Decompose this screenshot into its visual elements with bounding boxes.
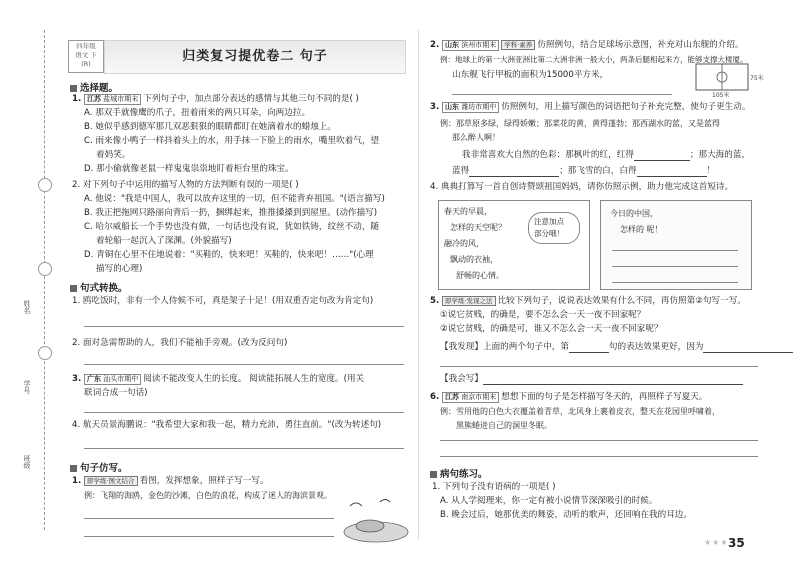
r6-example-cont: 黑熊蜷进自己的洞里冬眠。 <box>456 421 552 430</box>
poem-answer-blank[interactable] <box>612 250 738 251</box>
t3-question-cont: 联词合成一句话) <box>84 388 148 398</box>
source-badge: 山东 潍坊市期中 <box>442 102 499 113</box>
q1-option-d[interactable]: D. 那小偷就像老鼠一样鬼鬼祟祟地盯着柜台里的珠宝。 <box>84 164 294 174</box>
r5-answer-line[interactable] <box>440 366 758 367</box>
q1-option-b[interactable]: B. 她似乎感到德军那几双恶狠狠的眼睛都盯在她滴着水的蜡烛上。 <box>84 122 336 132</box>
b1-option-b[interactable]: B. 晚会过后，她那优美的舞姿，动听的歌声，还回响在我的耳边。 <box>440 510 692 520</box>
football-field-diagram <box>692 60 764 99</box>
section-imitate-heading: 句子仿写。 <box>70 460 128 474</box>
binding-hole <box>38 178 52 192</box>
t3-answer-line[interactable] <box>84 412 404 413</box>
page-number: 35 <box>728 536 745 550</box>
poem-line: 舒畅的心情。 <box>456 271 504 280</box>
f1-question: 1. 即学练·图文结合 看图，发挥想象，照样子写一写。 <box>72 476 269 486</box>
poem-line: 飘动的衣袖， <box>450 255 498 264</box>
hint-badge: 即学练·发现之法 <box>442 296 496 306</box>
t4-question: 4. 航天员景海鹏说："我希望大家和我一起，精力充沛，勇往直前。"(改为转述句) <box>72 420 382 430</box>
svg-text:75米: 75米 <box>750 75 764 82</box>
r3-fill-1: 我非常喜欢大自然的色彩：那枫叶的红，红得 ；那大海的蓝， <box>462 150 751 160</box>
field-width-label: 105米 <box>712 92 730 99</box>
t1-question: 1. 鸥吃饭时，非有一个人侍候不可，真是架子十足！(用双重否定句改为肯定句) <box>72 296 374 306</box>
r2-stem: 2. 山东 滨州市期末 学科·素养 仿照例句，结合足球场示意图，补充对山东舰的介绍。 <box>430 40 744 50</box>
q2-option-d-cont: 描写的心理) <box>96 264 143 274</box>
t2-question: 2. 面对急需帮助的人，我们不能袖手旁观。(改为反问句) <box>72 338 288 348</box>
binding-hole <box>38 346 52 360</box>
grade-label: 四年级 <box>76 42 96 50</box>
t2-answer-line[interactable] <box>84 364 404 365</box>
r3-example: 例：那草原多绿，绿得娇嫩；那菜花的黄，黄得蓬勃；那西湖水的蓝，又是蓝得 <box>440 119 720 128</box>
r4-stem: 4. 典典打算写一首自创诗赞颂祖国妈妈，请你仿照示例，助力他完成这首短诗。 <box>430 182 734 192</box>
r3-stem: 3. 山东 潍坊市期中 仿照例句，用上描写颜色的词语把句子补充完整，使句子更生动。 <box>430 102 751 112</box>
hint-bubble-text: 部分哦！ <box>534 229 564 238</box>
poem-line: 融冷的风， <box>444 239 484 248</box>
r6-example: 例：雪用他的白色大衣覆盖着青草，北风身上裹着皮衣，整天在花园里呼啸着， <box>440 407 720 416</box>
column-divider <box>418 30 419 540</box>
q2-option-c[interactable]: C. 哈尔威船长一个手势也没有做，一句话也没有说，犹如铁铸，纹丝不动，随 <box>84 222 380 232</box>
r6-stem: 6. 江苏 南京市期末 想想下面的句子是怎样描写冬天的，再照样子写夏天。 <box>430 392 708 402</box>
blank-input[interactable] <box>569 352 609 353</box>
section-choice-heading: 选择题。 <box>70 80 118 94</box>
q1-option-a[interactable]: A. 那双手就像鹰的爪子，扭着雨来的两只耳朵，向两边拉。 <box>84 108 311 118</box>
name-field: 姓名 <box>23 300 31 314</box>
blank-input[interactable] <box>469 176 559 177</box>
q2-option-a[interactable]: A. 他说："我是中国人，我可以放弃这里的一切，但不能背弃祖国。"(语言描写) <box>84 194 385 204</box>
binding-hole <box>38 262 52 276</box>
r5-sentence-1: ①说它贫贱，的确是，要不怎么会一天一夜不回家呢？ <box>440 310 646 320</box>
r5-stem: 5. 即学练·发现之法 比较下列句子，说说表达效果有什么不同，再仿照第②句写一写。 <box>430 296 746 306</box>
poem-line: 春天的早晨， <box>444 207 492 216</box>
source-badge: 江苏 盐城市期末 <box>84 94 141 105</box>
f1-answer-line[interactable] <box>84 518 334 519</box>
poem-line: 怎样的天空呢？ <box>450 223 506 232</box>
blank-input[interactable] <box>637 176 707 177</box>
b1-stem: 1. 下列句子没有语病的一项是( ) <box>432 482 556 492</box>
poem-answer-line: 怎样的 呢！ <box>620 225 663 234</box>
subject-label: 语文 下 <box>75 51 97 59</box>
b1-option-a[interactable]: A. 从人学阅理来，你一定有被小说情节深深吸引的时候。 <box>440 496 658 506</box>
blank-input[interactable] <box>703 352 793 353</box>
f1-example: 例：飞翔的海鸥，金色的沙滩，白色的浪花，构成了迷人的海滨景观。 <box>84 491 332 500</box>
blank-input[interactable] <box>634 160 690 161</box>
illustration-image <box>340 496 412 544</box>
r2-answer-line[interactable] <box>452 94 672 95</box>
cut-line <box>44 30 45 530</box>
q2-option-b[interactable]: B. 我正把拖网只路丽向背后一扔，捆绑起来，推推搡搡到到屋里。(动作描写) <box>84 208 378 218</box>
rating-stars: ★★★ <box>704 538 729 547</box>
f1-answer-line[interactable] <box>84 536 334 537</box>
source-badge: 广东 汕头市期中 <box>84 374 141 385</box>
class-field: 班级 <box>23 455 31 469</box>
t3-question: 3. 广东 汕头市期中 阅读不能改变人生的长度。 阅读能拓展人生的宽度。(用关 <box>72 374 365 384</box>
blank-input[interactable] <box>483 384 743 385</box>
section-sick-sentence-heading: 病句练习。 <box>430 466 488 480</box>
r3-fill-2: 蓝得 ；那飞雪的白，白得 ！ <box>452 166 716 176</box>
poem-answer-blank[interactable] <box>612 266 738 267</box>
page-title: 归类复习提优卷二 句子 <box>104 40 406 74</box>
q1-option-c-cont: 着妈笑。 <box>96 150 131 160</box>
r5-write: 【我会写】 <box>440 374 743 385</box>
q1-stem: 1. 江苏 盐城市期末 下列句子中，加点部分表达的感情与其他三句不同的是( ) <box>72 94 359 104</box>
r5-sentence-2: ②说它贫贱，的确是可，谁又不怎么会一天一夜不回家呢？ <box>440 324 663 334</box>
edition-label: (R) <box>81 60 91 68</box>
t1-answer-line[interactable] <box>84 326 404 327</box>
source-badge: 江苏 南京市期末 <box>442 392 499 403</box>
hint-bubble-text: 注意加点 <box>534 217 564 226</box>
r3-example-cont: 那么醉人啊！ <box>452 133 500 142</box>
grade-tag <box>68 40 104 73</box>
r6-answer-line[interactable] <box>440 456 758 457</box>
t4-answer-line[interactable] <box>84 448 404 449</box>
id-field: 学号 <box>23 380 31 394</box>
source-badge: 山东 滨州市期末 <box>442 40 499 51</box>
binding-margin <box>0 0 58 569</box>
r5-discover: 【我发现】上面的两个句子中，第 句的表达效果更好，因为 <box>440 342 793 353</box>
r6-answer-line[interactable] <box>440 440 758 441</box>
poem-answer-blank[interactable] <box>612 282 738 283</box>
poem-answer-title: 今日的中国， <box>610 209 658 218</box>
r2-fill-line: 山东舰飞行甲板的面积为15000平方米， <box>452 70 609 80</box>
q2-stem: 2. 对下列句子中运用的描写人物的方法判断有误的一项是( ) <box>72 180 299 190</box>
r2-example: 例：地球上的第一大洲亚洲比第二大洲非洲一般大小，两条后腿相起来方，能够支撑大楼厦。 <box>440 55 748 64</box>
q2-option-d[interactable]: D. 青铜在心里不住地说着："买鞋的，快来吧！买鞋的，快来吧！……"(心理 <box>84 250 374 260</box>
q2-option-c-cont: 着轮船一起沉入了深渊。(外貌描写) <box>96 236 232 246</box>
section-transform-heading: 句式转换。 <box>70 280 128 294</box>
hint-badge: 即学练·图文结合 <box>84 476 138 486</box>
hint-badge: 学科·素养 <box>501 40 535 50</box>
q1-option-c[interactable]: C. 雨来像小鸭子一样抖着头上的水，用手抹一下脸上的雨水，嘴里吹着气，望 <box>84 136 380 146</box>
